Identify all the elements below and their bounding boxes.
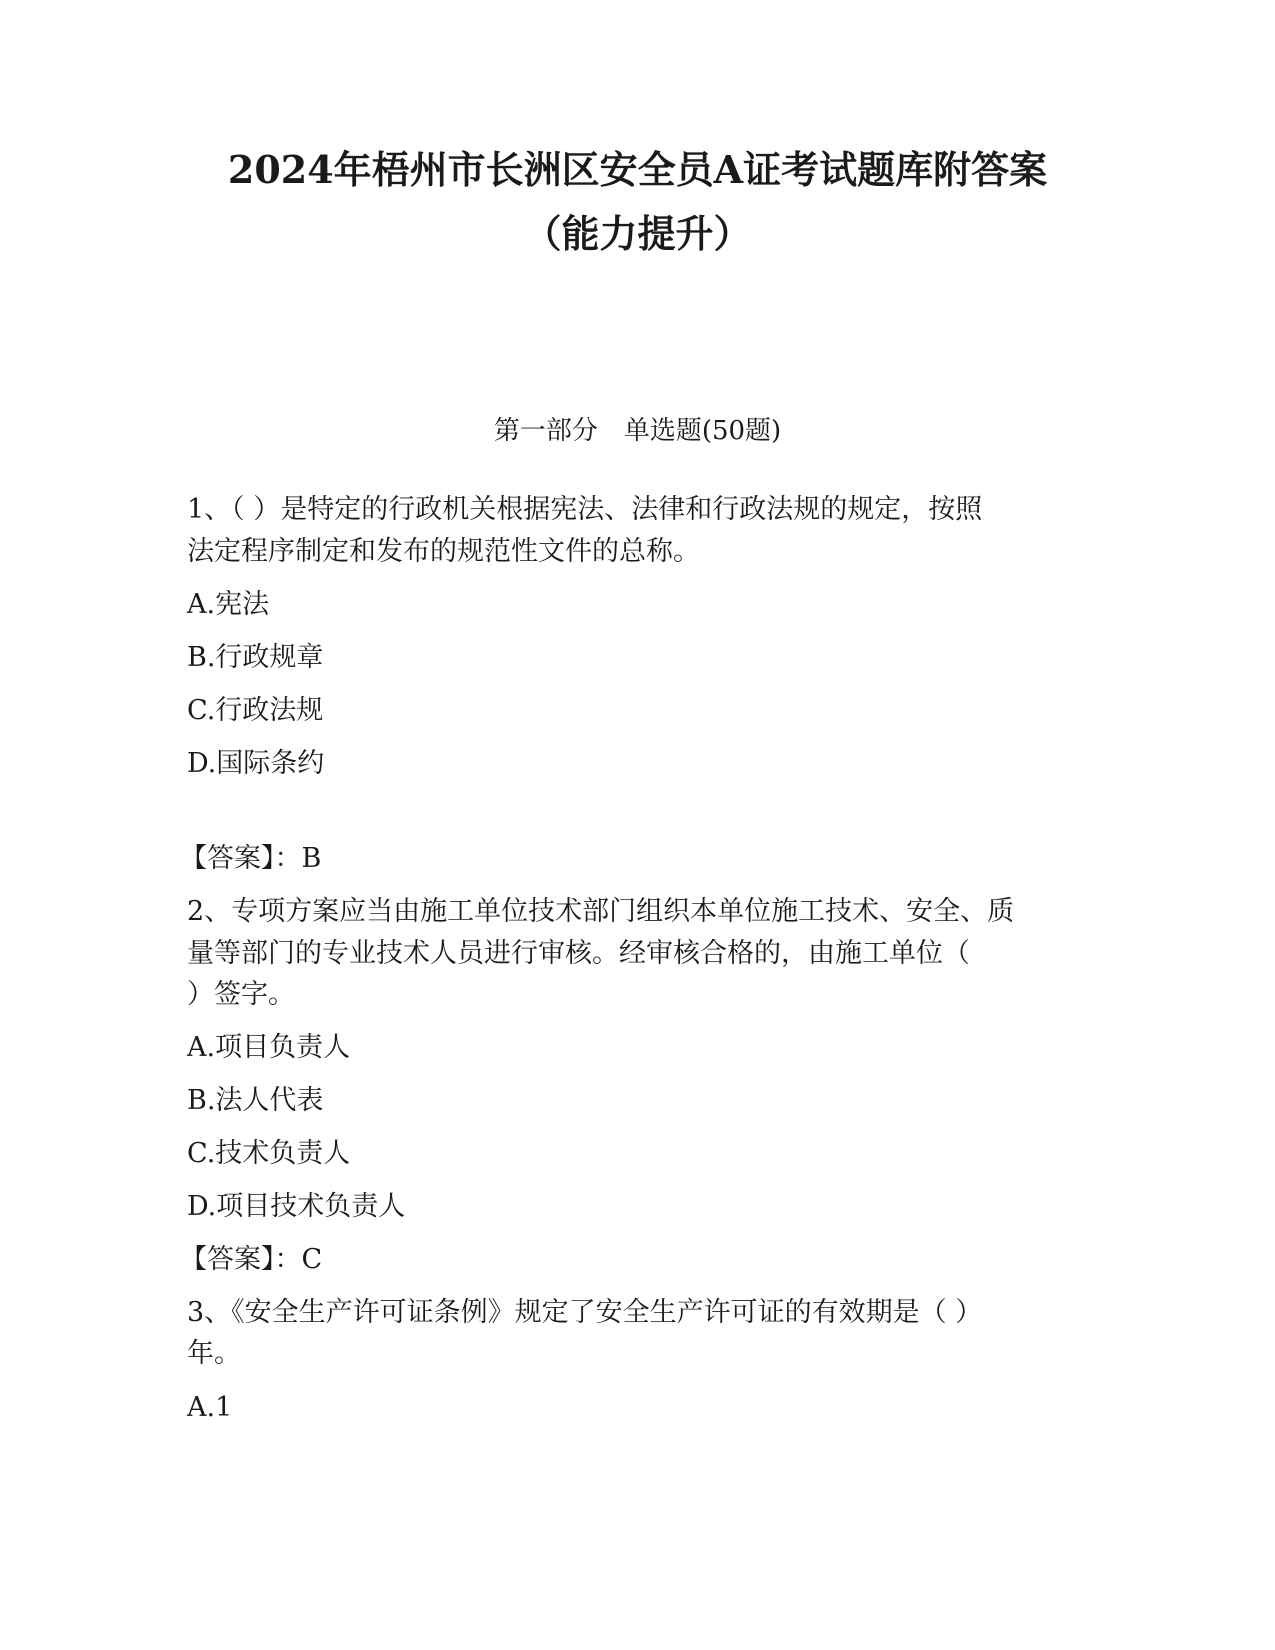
document-title xyxy=(140,138,1135,266)
question-2-stem-line-3: ）签字。 xyxy=(187,979,295,1010)
document-title-line-1: 2024年梧州市长洲区安全员A证考试题库附答案 xyxy=(227,147,1048,192)
question-1-option-d: D.国际条约 xyxy=(187,748,325,779)
question-1-option-c: C.行政法规 xyxy=(187,695,324,726)
question-2-option-b: B.法人代表 xyxy=(187,1085,324,1116)
question-2-option-c: C.技术负责人 xyxy=(187,1138,351,1169)
question-1-option-b: B.行政规章 xyxy=(187,642,324,673)
question-2-option-a: A.项目负责人 xyxy=(187,1032,351,1063)
question-2-stem-line-2: 量等部门的专业技术人员进行审核。经审核合格的，由施工单位（ xyxy=(187,938,970,969)
question-2-option-d: D.项目技术负责人 xyxy=(187,1191,406,1222)
question-1-answer: 【答案】：B xyxy=(180,843,322,874)
question-2-answer: 【答案】：C xyxy=(180,1244,323,1275)
question-1-stem-line-2: 法定程序制定和发布的规范性文件的总称。 xyxy=(187,536,700,567)
document-title-line-2: （能力提升） xyxy=(523,211,752,256)
question-3-stem-line-2: 年。 xyxy=(187,1338,241,1369)
section-heading: 第一部分 单选题(50题) xyxy=(493,416,782,446)
question-3-option-a: A.1 xyxy=(187,1392,233,1423)
question-1-stem-line-1: 1、（ ）是特定的行政机关根据宪法、法律和行政法规的规定，按照 xyxy=(187,494,983,525)
question-3-stem-line-1: 3、《安全生产许可证条例》规定了安全生产许可证的有效期是（ ） xyxy=(187,1297,983,1328)
question-1-option-a: A.宪法 xyxy=(187,589,270,620)
question-2-stem-line-1: 2、专项方案应当由施工单位技术部门组织本单位施工技术、安全、质 xyxy=(187,896,1015,927)
